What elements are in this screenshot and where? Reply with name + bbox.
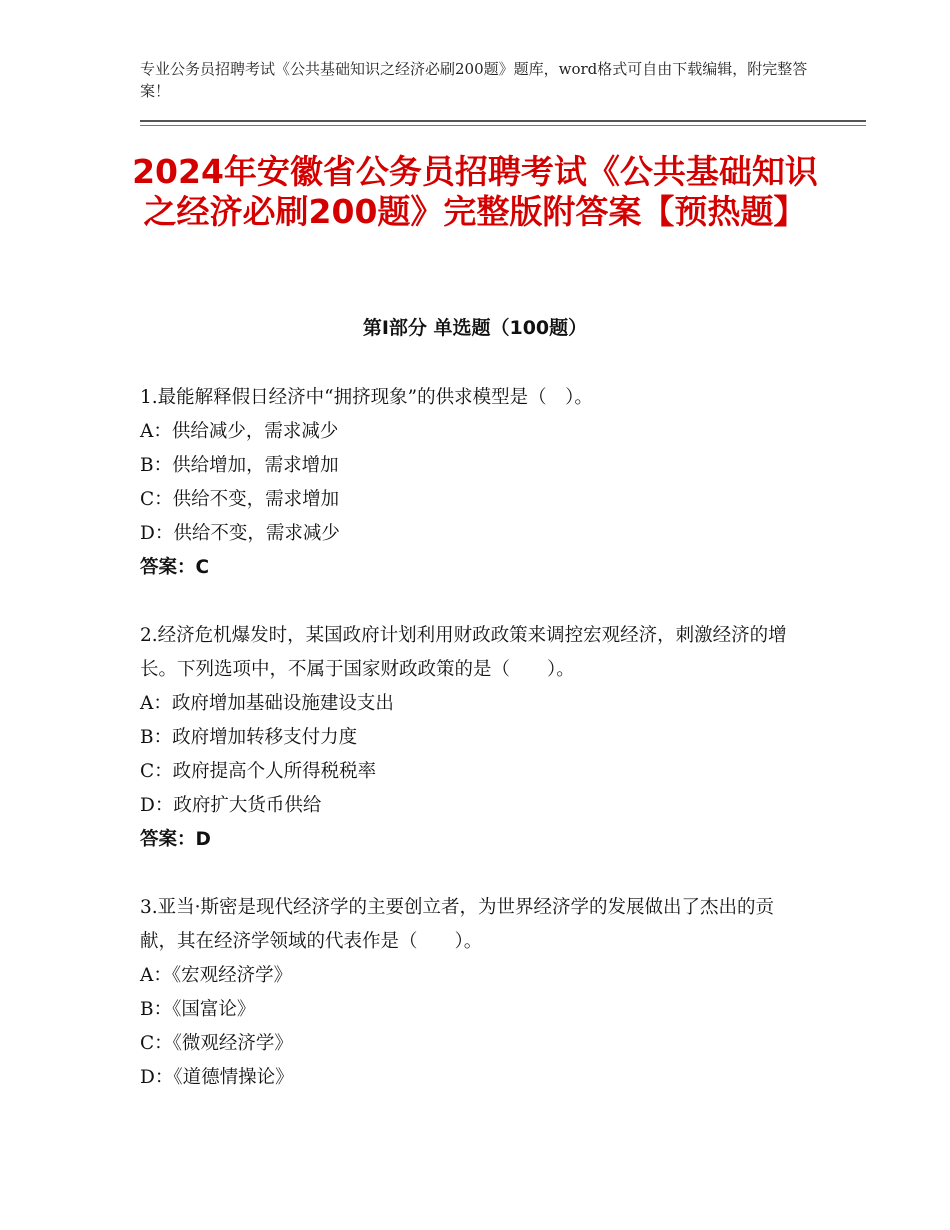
option-a: A：政府增加基础设施建设支出 bbox=[140, 693, 394, 714]
option-d: D：供给不变，需求减少 bbox=[140, 523, 340, 544]
option-c: C：供给不变，需求增加 bbox=[140, 489, 340, 510]
option-c: C：《微观经济学》 bbox=[140, 1033, 293, 1054]
question-2 bbox=[140, 619, 810, 857]
option-b: B：《国富论》 bbox=[140, 999, 256, 1020]
document-title: 2024年安徽省公务员招聘考试《公共基础知识之经济必刷200题》完整版附答案【预热题】 bbox=[132, 152, 818, 231]
option-b: B：政府增加转移支付力度 bbox=[140, 727, 358, 748]
option-d: D：政府扩大货币供给 bbox=[140, 795, 322, 816]
option-a: A：《宏观经济学》 bbox=[140, 965, 293, 986]
question-1 bbox=[140, 381, 810, 585]
option-b: B：供给增加，需求增加 bbox=[140, 455, 339, 476]
question-list bbox=[140, 381, 810, 1129]
page-header-text: 专业公务员招聘考试《公共基础知识之经济必刷200题》题库，word格式可自由下载编辑，附完整答案！ bbox=[140, 60, 808, 100]
header-divider-thin bbox=[140, 125, 866, 126]
question-3 bbox=[140, 891, 810, 1095]
header-divider bbox=[140, 120, 866, 122]
option-d: D：《道德情操论》 bbox=[140, 1067, 294, 1088]
question-stem: 2.经济危机爆发时，某国政府计划利用财政政策来调控宏观经济，刺激经济的增长。下列选项中，不属于国家财政政策的是（ ）。 bbox=[140, 625, 787, 680]
question-stem: 3.亚当·斯密是现代经济学的主要创立者，为世界经济学的发展做出了杰出的贡献，其在经济学领域的代表作是（ ）。 bbox=[140, 897, 775, 952]
question-stem: 1.最能解释假日经济中“拥挤现象”的供求模型是（ ）。 bbox=[140, 387, 593, 408]
answer-line: 答案：C bbox=[140, 557, 210, 578]
answer-line: 答案：D bbox=[140, 829, 211, 850]
option-c: C：政府提高个人所得税税率 bbox=[140, 761, 377, 782]
section-title: 第Ⅰ部分 单选题（100题） bbox=[362, 317, 588, 339]
option-a: A：供给减少，需求减少 bbox=[140, 421, 339, 442]
